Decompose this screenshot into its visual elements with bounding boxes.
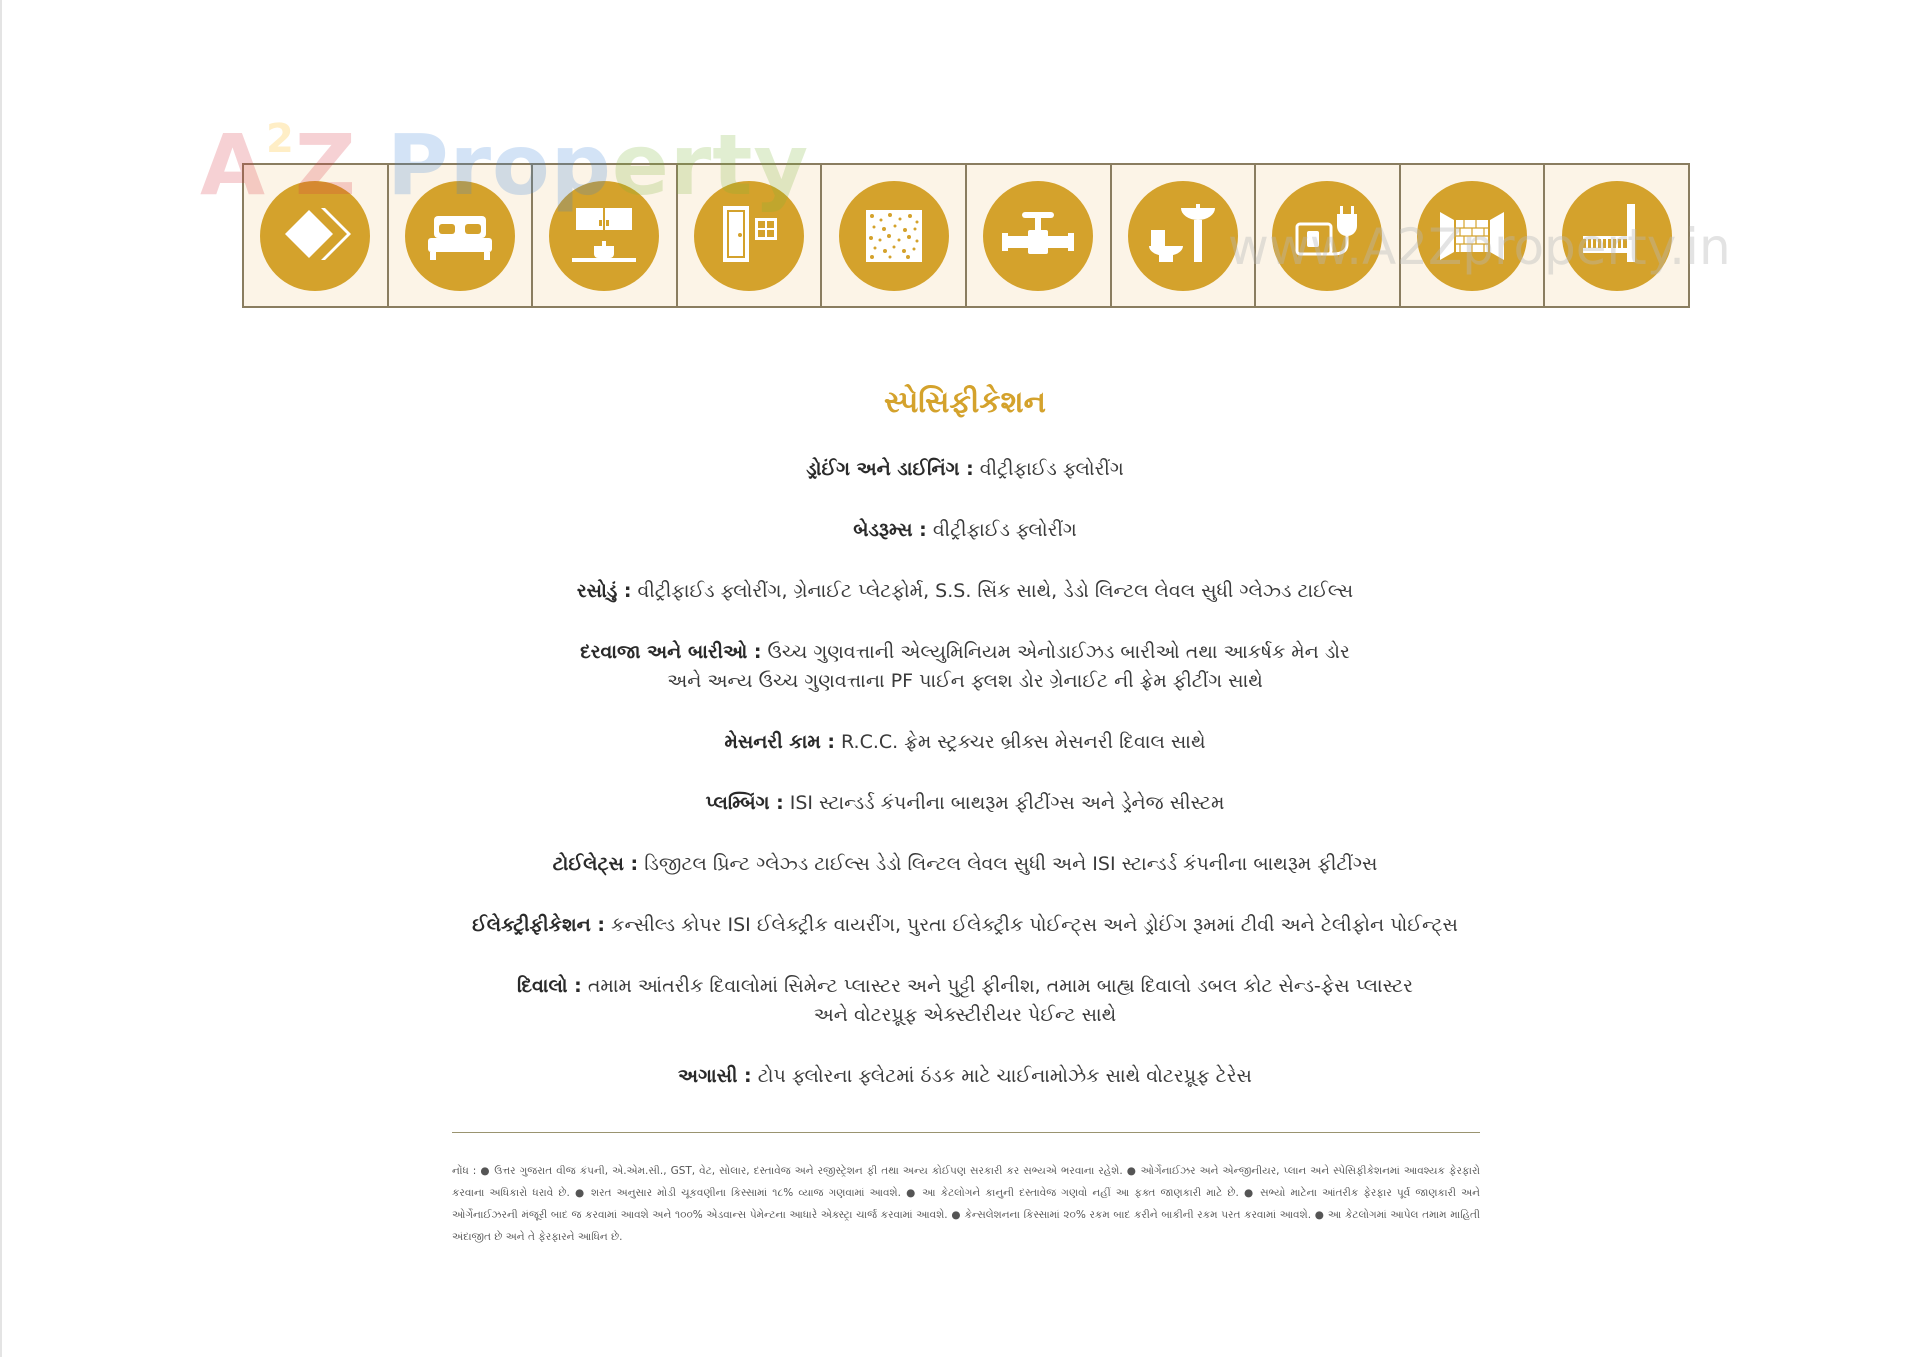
divider [452, 1132, 1480, 1133]
electrical-plug-icon [1287, 196, 1367, 276]
spec-drawing-dining: ડ્રોઈંગ અને ડાઈનિંગ : વીટ્રીફાઈડ ફ્લોરીંગ [806, 458, 1124, 480]
plumbing-icon [998, 196, 1078, 276]
icon-cell-masonry [822, 165, 967, 306]
icon-cell-kitchen [533, 165, 678, 306]
icon-cell-walls [1401, 165, 1546, 306]
icon-cell-plumbing [967, 165, 1112, 306]
icon-cell-terrace [1545, 165, 1688, 306]
spec-terrace: અગાસી : ટોપ ફ્લોરના ફ્લેટમાં ઠંડક માટે ચાઈનામોઝેક સાથે વોટરપ્રૂફ ટેરેસ [678, 1065, 1252, 1087]
icon-cell-flooring [244, 165, 389, 306]
icon-cell-bedroom [389, 165, 534, 306]
footnote-item: ઉત્તર ગુજરાત વીજ કંપની, એ.એમ.સી., GST, વેટ, સોલાર, દસ્તાવેજ અને રજીસ્ટ્રેશન ફી તથા અન્ય કોઈપણ સરકારી કર સભ્યએ ભરવાના રહેશે. [494, 1165, 1123, 1177]
spec-bedrooms: બેડરૂમ્સ : વીટ્રીફાઈડ ફ્લોરીંગ [853, 519, 1077, 541]
footnote: નોંધ : ● ઉત્તર ગુજરાત વીજ કંપની, એ.એમ.સી., GST, વેટ, સોલાર, દસ્તાવેજ અને રજીસ્ટ્રેશન ફી તથા અન્ય કોઈપણ સરકારી કર સભ્યએ ભરવાના રહેશે. ● ઓર્ગેનાઈઝર અને એન્જીનીયર, પ્લાન અને સ્પેસિફીકેશનમાં આવશ્યક ફેરફારો કરવાના અધિકારો ધરાવે છે. ● શરત અનુસાર મોડી ચૂકવણીના કિસ્સામાં ૧૮% વ્યાજ ગણવામાં આવશે. ● આ કેટલોગને કાનુની દસ્તાવેજ ગણવો નહીં આ ફક્ત જાણકારી માટે છે. ● સભ્યો માટેના આંતરીક ફેરફાર પૂર્વ જાણકારી અને ઓર્ગેનાઈઝરની મંજૂરી બાદ જ કરવામાં આવશે અને ૧૦૦% એડવાન્સ પેમેન્ટના આધારે એક્સ્ટ્રા ચાર્જ કરવામાં આવશે. ● કેન્સલેશનના કિસ્સામાં ૨૦% રકમ બાદ કરીને બાકીની રકમ પરત કરવામાં આવશે. ● આ કેટલોગમાં આપેલ તમામ માહિતી અંદાજીત છે અને તે ફેરફારને આધિન છે. [452, 1165, 1481, 1243]
spec-list [340, 455, 1590, 1123]
spec-toilets: ટોઈલેટ્સ : ડિજીટલ પ્રિન્ટ ગ્લેઝ્ડ ટાઈલ્સ ડેડો લિન્ટલ લેવલ સુધી અને ISI સ્ટાન્ડર્ડ કંપનીના બાથરૂમ ફીટીંગ્સ [552, 853, 1378, 875]
footnote-item: આ કેટલોગમાં આપેલ તમામ માહિતી અંદાજીત છે અને તે ફેરફારને આધિન છે. [452, 1209, 1480, 1243]
spec-walls: દિવાલો : તમામ આંતરીક દિવાલોમાં સિમેન્ટ પ્લાસ્ટર અને પુટ્ટી ફીનીશ, તમામ બાહ્ય દિવાલો ડબલ કોટ સેન્ડ-ફેસ પ્લાસ્ટર અને વોટરપ્રૂફ એક્સ્ટીરીયર પેઈન્ટ સાથે [517, 975, 1413, 1026]
icon-strip [242, 163, 1690, 308]
icon-cell-doors-windows [678, 165, 823, 306]
door-window-icon [709, 196, 789, 276]
flooring-icon [275, 196, 355, 276]
spec-doors-windows: દરવાજા અને બારીઓ : ઉચ્ચ ગુણવત્તાની એલ્યુમિનિયમ એનોડાઈઝડ બારીઓ તથા આકર્ષક મેન ડોર અને અન્ય ઉચ્ચ ગુણવત્તાના PF પાઈન ફ્લશ ડોર ગ્રેનાઈટ ની ફ્રેમ ફીટીંગ સાથે [580, 641, 1350, 692]
wall-icon [1432, 196, 1512, 276]
terrace-icon [1577, 196, 1657, 276]
footnote-item: ઓર્ગેનાઈઝર અને એન્જીનીયર, પ્લાન અને સ્પેસિફીકેશનમાં આવશ્યક ફેરફારો કરવાના અધિકારો ધરાવે છે. [452, 1165, 1481, 1199]
spec-masonry: મેસનરી કામ : R.C.C. ફ્રેમ સ્ટ્રક્ચર બ્રીક્સ મેસનરી દિવાલ સાથે [724, 731, 1206, 753]
spec-electrification: ઈલેક્ટ્રીફીકેશન : કન્સીલ્ડ કોપર ISI ઈલેક્ટ્રીક વાયરીંગ, પુરતા ઈલેક્ટ્રીક પોઈન્ટ્સ અને ડ્રોઈંગ રૂમમાં ટીવી અને ટેલીફોન પોઈન્ટ્સ [472, 914, 1458, 936]
spec-kitchen: રસોડું : વીટ્રીફાઈડ ફ્લોરીંગ, ગ્રેનાઈટ પ્લેટફોર્મ, S.S. સિંક સાથે, ડેડો લિન્ટલ લેવલ સુધી ગ્લેઝ્ડ ટાઈલ્સ [576, 580, 1354, 602]
footnote-item: આ કેટલોગને કાનુની દસ્તાવેજ ગણવો નહીં આ ફક્ત જાણકારી માટે છે. [922, 1187, 1239, 1199]
footnote-item: સભ્યો માટેના આંતરીક ફેરફાર પૂર્વ જાણકારી અને ઓર્ગેનાઈઝરની મંજૂરી બાદ જ કરવામાં આવશે અને ૧૦૦% એડવાન્સ પેમેન્ટના આધારે એક્સ્ટ્રા ચાર્જ કરવામાં આવશે. [452, 1187, 1480, 1221]
bed-icon [420, 196, 500, 276]
footnote-item: શરત અનુસાર મોડી ચૂકવણીના કિસ્સામાં ૧૮% વ્યાજ ગણવામાં આવશે. [591, 1187, 901, 1199]
masonry-icon [854, 196, 934, 276]
spec-plumbing: પ્લમ્બિંગ : ISI સ્ટાન્ડર્ડ કંપનીના બાથરૂમ ફીટીંગ્સ અને ડ્રેનેજ સીસ્ટમ [705, 792, 1225, 814]
page-edge [0, 0, 2, 1357]
watermark-url: www.A2Zproperty.in [1228, 218, 1731, 276]
toilet-icon [1143, 196, 1223, 276]
footnote-label: નોંધ : [452, 1165, 477, 1177]
watermark-logo: $A^2Z$ Property [200, 116, 810, 214]
icon-cell-toilets [1112, 165, 1257, 306]
page-title: સ્પેસિફીકેશન [883, 385, 1047, 420]
icon-cell-electrification [1256, 165, 1401, 306]
footnote-item: કેન્સલેશનના કિસ્સામાં ૨૦% રકમ બાદ કરીને બાકીની રકમ પરત કરવામાં આવશે. [964, 1209, 1312, 1221]
kitchen-icon [564, 196, 644, 276]
